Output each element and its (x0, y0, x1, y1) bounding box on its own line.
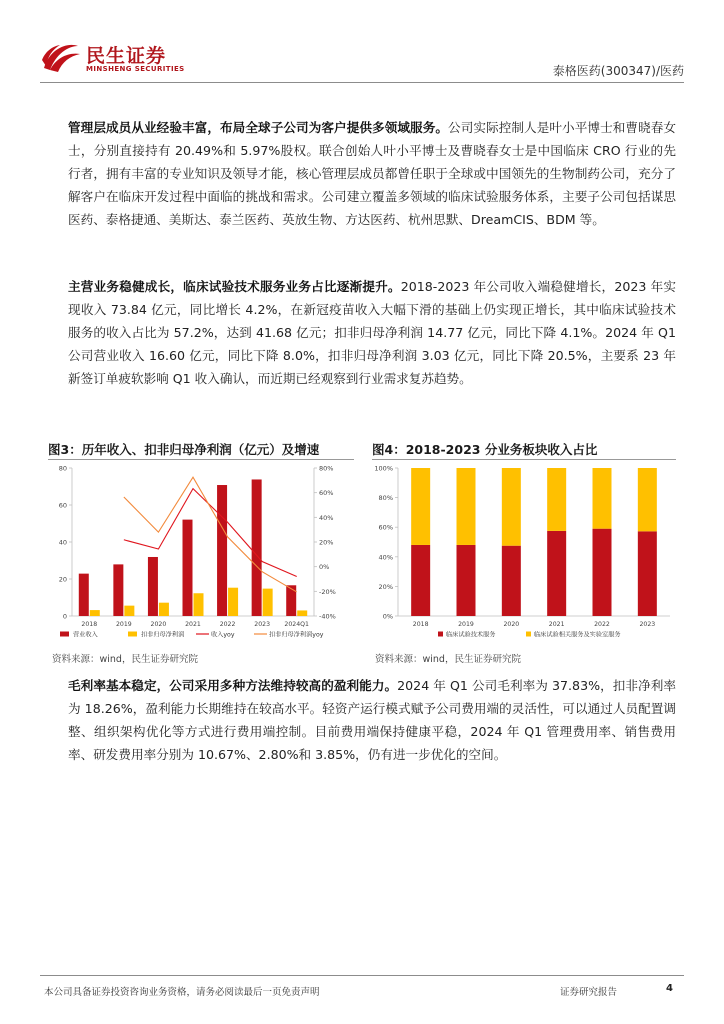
legend-label: 扣非归母净利润yoy (269, 631, 324, 639)
figure3-title: 图3：历年收入、扣非归母净利润（亿元）及增速 (48, 442, 320, 457)
paragraph-body: 2018-2023 年公司收入端稳健增长，2023 年实现收入 73.84 亿元，同比增长 4.2%，在新冠疫苗收入大幅下滑的基础上仍实现正增长，其中临床试验技术服务的收入占比为 57.2%，达到 41.68 亿元；扣非归母净利润 14.77 亿元，同比下降 4.1%。2024 年 Q1 公司营业收入 16.60 亿元，同比下降 8.0%，扣非归母净利润 3.03 亿元，同比下降 20.5%，主要系 23 年新签订单疲软影响 Q1 收入确认，而近期已经观察到行业需求复苏趋势。 (68, 279, 677, 387)
revenue-bar (217, 485, 227, 616)
x-tick-label: 2021 (548, 621, 565, 628)
clinical-tech-bar (502, 546, 521, 616)
y-tick-label: 80 (58, 464, 67, 473)
footer-disclaimer: 本公司具备证券投资咨询业务资格，请务必阅读最后一页免责声明 (44, 987, 320, 998)
revenue-bar (252, 479, 262, 616)
paragraph-lead: 主营业务稳健成长，临床试验技术服务业务占比逐渐提升。 (68, 279, 401, 294)
y2-tick-label: 80% (319, 464, 334, 473)
y2-tick-label: -20% (319, 587, 336, 596)
paragraph-lead: 毛利率基本稳定，公司采用多种方法维持较高的盈利能力。 (68, 678, 398, 693)
profit-bar (263, 589, 273, 616)
x-tick-label: 2019 (115, 621, 132, 628)
legend-label: 扣非归母净利润 (141, 631, 185, 639)
x-tick-label: 2018 (81, 621, 98, 628)
logo-wordmark-en: MINSHENG SECURITIES (86, 65, 185, 73)
paragraph-management (68, 116, 676, 231)
header-divider (40, 82, 684, 83)
profit-bar (228, 588, 238, 616)
y-tick-label: 20 (58, 575, 67, 584)
paragraph-margin (68, 674, 676, 766)
paragraph-body: 2024 年 Q1 公司毛利率为 37.83%，扣非净利率为 18.26%，盈利能力长期维持在较高水平。轻资产运行模式赋予公司费用端的灵活性，可以通过人员配置调整、组织架构优化等方式进行费用端控制。目前费用端保持健康平稳，2024 年 Q1 管理费用率、销售费用率、研发费用率分别为 10.67%、2.80%和 3.85%，仍有进一步优化的空间。 (68, 678, 677, 763)
x-tick-label: 2020 (503, 621, 520, 628)
x-tick-label: 2024Q1 (284, 621, 309, 628)
x-tick-label: 2021 (185, 621, 201, 628)
y2-tick-label: 20% (319, 538, 334, 547)
revenue-bar (148, 557, 158, 616)
y-tick-label: 60 (58, 501, 67, 510)
legend-label: 营业收入 (73, 631, 98, 639)
stock-tag: 泰格医药(300347)/医药 (552, 64, 684, 78)
x-tick-label: 2022 (594, 621, 610, 628)
paragraph-business (68, 275, 676, 390)
y-tick-label: 40 (58, 538, 67, 547)
legend-swatch (438, 632, 443, 637)
figure4-title: 图4：2018-2023 分业务板块收入占比 (372, 442, 598, 457)
y-tick-label: 40% (378, 553, 393, 562)
y-tick-label: 20% (378, 582, 393, 591)
y2-tick-label: -40% (319, 612, 336, 621)
legend-label: 临床试验相关服务及实验室服务 (534, 631, 621, 639)
lab-service-bar (502, 468, 521, 546)
revenue-bar (113, 564, 123, 616)
profit-bar (159, 603, 169, 616)
legend-swatch (526, 632, 531, 637)
lab-service-bar (593, 468, 612, 529)
legend-swatch (60, 632, 69, 637)
clinical-tech-bar (593, 529, 612, 616)
lab-service-bar (638, 468, 657, 531)
y-tick-label: 0% (382, 612, 393, 621)
minsheng-logo-icon (40, 40, 82, 74)
lab-service-bar (411, 468, 430, 545)
clinical-tech-bar (547, 531, 566, 616)
x-tick-label: 2022 (219, 621, 236, 628)
legend-label: 收入yoy (211, 631, 235, 639)
revenue-bar (286, 585, 296, 616)
x-tick-label: 2018 (412, 621, 429, 628)
figure4-source: 资料来源：wind，民生证券研究院 (375, 654, 521, 665)
logo-wordmark: 民生证券 (86, 45, 167, 67)
profit-bar (124, 606, 134, 616)
x-tick-label: 2023 (254, 621, 271, 628)
x-tick-label: 2023 (639, 621, 656, 628)
y2-tick-label: 0% (319, 563, 330, 572)
lab-service-bar (547, 468, 566, 531)
y2-tick-label: 40% (319, 513, 334, 522)
paragraph-body: 公司实际控制人是叶小平博士和曹晓春女士，分别直接持有 20.49%和 5.97%股权。联合创始人叶小平博士及曹晓春女士是中国临床 CRO 行业的先行者，拥有丰富的专业知识及领导才能，核心管理层成员都曾任职于全球或中国领先的生物制药公司，充分了解客户在临床开发过程中面临的挑战和需求。公司建立覆盖多领域的临床试验服务体系，主要子公司包括谋思医药、泰格捷通、美斯达、泰兰医药、英放生物、方达医药、杭州思默、DreamCIS、BDM 等。 (68, 120, 677, 228)
profit-bar (297, 610, 307, 616)
legend-label: 临床试验技术服务 (446, 631, 496, 639)
legend-swatch (128, 632, 137, 637)
clinical-tech-bar (411, 545, 430, 616)
segment-share-chart (372, 460, 676, 648)
lab-service-bar (457, 468, 476, 545)
y-tick-label: 60% (378, 523, 393, 532)
y-tick-label: 100% (374, 464, 393, 473)
revenue-profit-chart (48, 460, 354, 648)
profit-bar (90, 610, 100, 616)
revenue-bar (79, 574, 89, 616)
clinical-tech-bar (638, 531, 657, 616)
page-number: 4 (666, 983, 673, 994)
y-tick-label: 80% (378, 494, 393, 503)
clinical-tech-bar (457, 545, 476, 616)
x-tick-label: 2020 (150, 621, 167, 628)
footer-divider (40, 975, 684, 976)
figure3-source: 资料来源：wind，民生证券研究院 (52, 654, 198, 665)
y2-tick-label: 60% (319, 489, 334, 498)
profit-bar (194, 593, 204, 616)
footer-doc-type: 证券研究报告 (560, 987, 618, 998)
paragraph-lead: 管理层成员从业经验丰富，布局全球子公司为客户提供多领域服务。 (68, 120, 449, 135)
revenue-bar (183, 520, 193, 616)
x-tick-label: 2019 (458, 621, 474, 628)
y-tick-label: 0 (62, 612, 67, 621)
